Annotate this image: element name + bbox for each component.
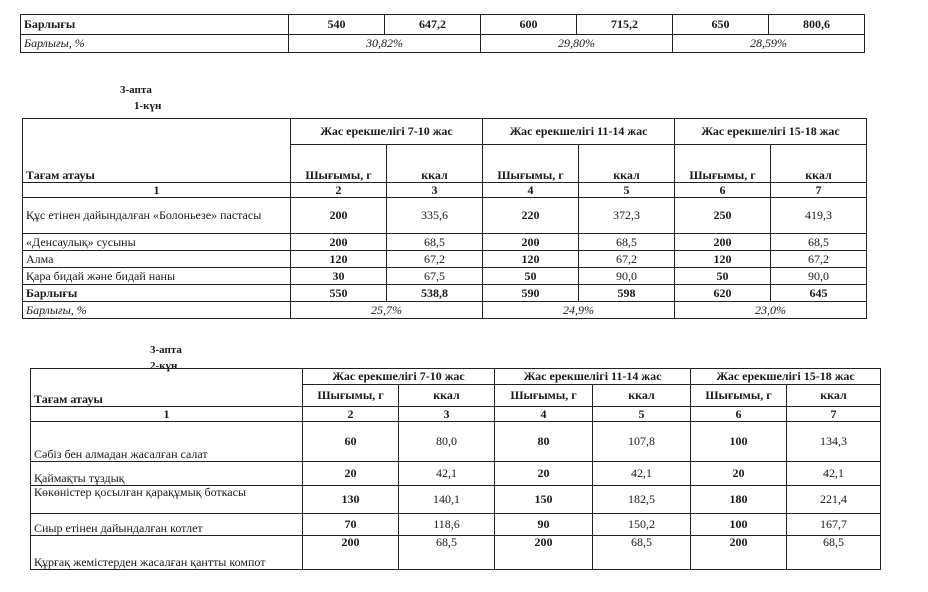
- sub-header: Шығымы, г: [291, 145, 387, 183]
- cell: 23,0%: [675, 302, 867, 319]
- percent-label: Барлығы, %: [23, 302, 291, 319]
- cell: 107,8: [593, 422, 691, 462]
- cell: 67,2: [579, 251, 675, 268]
- summary-total-row: [21, 15, 865, 35]
- percent-row: [23, 302, 867, 319]
- column-number: 3: [399, 407, 495, 422]
- cell: 167,7: [787, 514, 881, 536]
- cell: 68,5: [399, 536, 495, 570]
- cell: 620: [675, 285, 771, 302]
- column-number-row: [23, 183, 867, 198]
- dish-name: Құс етінен дайындалған «Болоньезе» пастасы: [23, 198, 291, 234]
- column-number: 5: [593, 407, 691, 422]
- cell: 200: [675, 234, 771, 251]
- cell: 24,9%: [483, 302, 675, 319]
- sub-header: Шығымы, г: [303, 385, 399, 407]
- cell: 60: [303, 422, 399, 462]
- cell: 150: [495, 486, 593, 514]
- cell: 118,6: [399, 514, 495, 536]
- age-group-header: Жас ерекшелігі 11-14 жас: [483, 119, 675, 145]
- cell: 250: [675, 198, 771, 234]
- sub-header: ккал: [387, 145, 483, 183]
- table-row: [23, 251, 867, 268]
- cell: 120: [291, 251, 387, 268]
- total-label: Барлығы: [23, 285, 291, 302]
- cell: 200: [303, 536, 399, 570]
- dish-name-header: Тағам атауы: [23, 119, 291, 183]
- cell: 50: [483, 268, 579, 285]
- cell: 372,3: [579, 198, 675, 234]
- cell: 715,2: [577, 15, 673, 35]
- cell: 30: [291, 268, 387, 285]
- menu-table-day1: [22, 118, 867, 319]
- column-number: 4: [483, 183, 579, 198]
- cell: 180: [691, 486, 787, 514]
- age-group-header: Жас ерекшелігі 11-14 жас: [495, 369, 691, 385]
- day-heading: 2-күн: [150, 360, 178, 372]
- cell: 200: [291, 234, 387, 251]
- cell: 538,8: [387, 285, 483, 302]
- cell: 42,1: [593, 462, 691, 486]
- age-group-header: Жас ерекшелігі 15-18 жас: [691, 369, 881, 385]
- cell: 182,5: [593, 486, 691, 514]
- cell: 200: [691, 536, 787, 570]
- dish-name: Қаймақты тұздық: [31, 462, 303, 486]
- cell: 800,6: [769, 15, 865, 35]
- table-row: [31, 486, 881, 514]
- column-number: 1: [31, 407, 303, 422]
- sub-header: ккал: [579, 145, 675, 183]
- column-number: 4: [495, 407, 593, 422]
- cell: 100: [691, 422, 787, 462]
- cell: 100: [691, 514, 787, 536]
- cell: 550: [291, 285, 387, 302]
- sub-header: ккал: [771, 145, 867, 183]
- column-number: 7: [771, 183, 867, 198]
- header-row: [23, 119, 867, 145]
- column-number: 1: [23, 183, 291, 198]
- table-row: [31, 462, 881, 486]
- cell: 20: [495, 462, 593, 486]
- age-group-header: Жас ерекшелігі 15-18 жас: [675, 119, 867, 145]
- cell: 120: [483, 251, 579, 268]
- cell: 68,5: [787, 536, 881, 570]
- column-number: 5: [579, 183, 675, 198]
- sub-header: ккал: [593, 385, 691, 407]
- sub-header: Шығымы, г: [691, 385, 787, 407]
- dish-name: Сиыр етінен дайындалған котлет: [31, 514, 303, 536]
- cell: 647,2: [385, 15, 481, 35]
- cell: 200: [495, 536, 593, 570]
- table-row: [23, 198, 867, 234]
- summary-percent-row: [21, 35, 865, 53]
- cell: 20: [691, 462, 787, 486]
- dish-name-header: Тағам атауы: [31, 369, 303, 407]
- cell: 68,5: [771, 234, 867, 251]
- summary-total-label: Барлығы: [21, 15, 289, 35]
- column-number: 7: [787, 407, 881, 422]
- cell: 130: [303, 486, 399, 514]
- column-number: 2: [303, 407, 399, 422]
- dish-name: Алма: [23, 251, 291, 268]
- column-number: 6: [675, 183, 771, 198]
- cell: 200: [291, 198, 387, 234]
- column-number-row: [31, 407, 881, 422]
- cell: 598: [579, 285, 675, 302]
- cell: 220: [483, 198, 579, 234]
- cell: 29,80%: [481, 35, 673, 53]
- sub-header: ккал: [399, 385, 495, 407]
- summary-table: [20, 14, 865, 53]
- day-heading: 1-күн: [134, 100, 162, 112]
- cell: 20: [303, 462, 399, 486]
- summary-percent-label: Барлығы, %: [21, 35, 289, 53]
- menu-table-day2: [30, 368, 881, 570]
- cell: 67,2: [771, 251, 867, 268]
- table-row: [31, 536, 881, 570]
- header-row: [31, 369, 881, 385]
- cell: 90,0: [579, 268, 675, 285]
- cell: 25,7%: [291, 302, 483, 319]
- cell: 70: [303, 514, 399, 536]
- cell: 645: [771, 285, 867, 302]
- cell: 221,4: [787, 486, 881, 514]
- age-group-header: Жас ерекшелігі 7-10 жас: [303, 369, 495, 385]
- cell: 68,5: [387, 234, 483, 251]
- sub-header: ккал: [787, 385, 881, 407]
- column-number: 3: [387, 183, 483, 198]
- cell: 200: [483, 234, 579, 251]
- week-heading: 3-апта: [120, 84, 152, 96]
- sub-header: Шығымы, г: [675, 145, 771, 183]
- total-row: [23, 285, 867, 302]
- dish-name: Сәбіз бен алмадан жасалған салат: [31, 422, 303, 462]
- column-number: 6: [691, 407, 787, 422]
- cell: 50: [675, 268, 771, 285]
- column-number: 2: [291, 183, 387, 198]
- cell: 120: [675, 251, 771, 268]
- cell: 335,6: [387, 198, 483, 234]
- table-row: [23, 234, 867, 251]
- cell: 67,5: [387, 268, 483, 285]
- dish-name: Қара бидай және бидай наны: [23, 268, 291, 285]
- cell: 140,1: [399, 486, 495, 514]
- cell: 80,0: [399, 422, 495, 462]
- table-row: [23, 268, 867, 285]
- cell: 650: [673, 15, 769, 35]
- cell: 67,2: [387, 251, 483, 268]
- dish-name: «Денсаулық» сусыны: [23, 234, 291, 251]
- cell: 540: [289, 15, 385, 35]
- cell: 28,59%: [673, 35, 865, 53]
- week-heading: 3-апта: [150, 344, 182, 356]
- cell: 134,3: [787, 422, 881, 462]
- cell: 150,2: [593, 514, 691, 536]
- cell: 90: [495, 514, 593, 536]
- cell: 42,1: [399, 462, 495, 486]
- cell: 80: [495, 422, 593, 462]
- sub-header: Шығымы, г: [495, 385, 593, 407]
- cell: 90,0: [771, 268, 867, 285]
- cell: 68,5: [579, 234, 675, 251]
- cell: 42,1: [787, 462, 881, 486]
- cell: 68,5: [593, 536, 691, 570]
- dish-name: Көкөністер қосылған қарақұмық боткасы: [31, 486, 303, 514]
- cell: 600: [481, 15, 577, 35]
- table-row: [31, 514, 881, 536]
- cell: 419,3: [771, 198, 867, 234]
- table-row: [31, 422, 881, 462]
- cell: 30,82%: [289, 35, 481, 53]
- age-group-header: Жас ерекшелігі 7-10 жас: [291, 119, 483, 145]
- dish-name: Құрғақ жемістерден жасалған қантты компот: [31, 536, 303, 570]
- sub-header: Шығымы, г: [483, 145, 579, 183]
- cell: 590: [483, 285, 579, 302]
